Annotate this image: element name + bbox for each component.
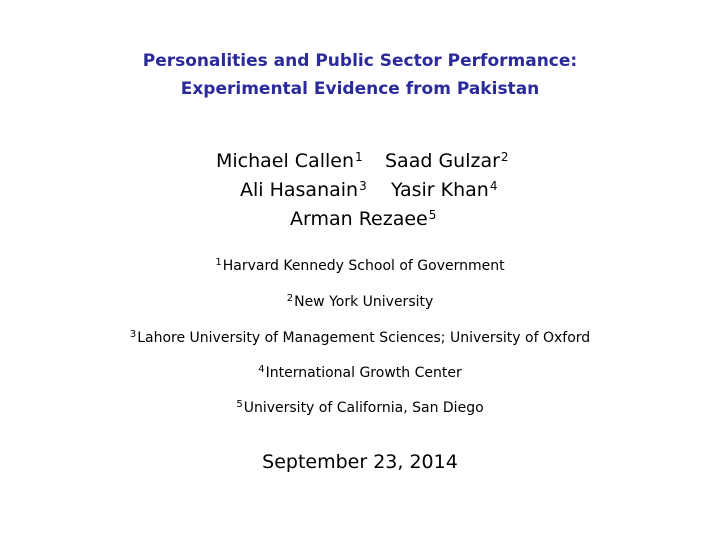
title-line-1: Personalities and Public Sector Performance: bbox=[142, 51, 578, 71]
affiliation-mark: 3 bbox=[129, 329, 137, 340]
affiliation-text: New York University bbox=[294, 294, 434, 310]
affiliation-mark: 5 bbox=[236, 399, 243, 410]
author-rezaee bbox=[290, 205, 436, 233]
title-line-2: Experimental Evidence from Pakistan bbox=[180, 79, 540, 99]
affiliation-3 bbox=[0, 329, 720, 347]
author-hasanain bbox=[240, 176, 367, 204]
author-callen bbox=[216, 147, 363, 175]
author-mark: 4 bbox=[489, 179, 498, 193]
author-mark: 3 bbox=[359, 179, 367, 193]
author-name: Ali Hasanain bbox=[240, 179, 359, 201]
author-name: Yasir Khan bbox=[391, 179, 489, 201]
author-mark: 5 bbox=[428, 208, 437, 222]
affiliation-text: Lahore University of Management Sciences; University of Oxford bbox=[137, 330, 591, 346]
author-name: Saad Gulzar bbox=[385, 150, 500, 172]
presentation-title bbox=[0, 47, 720, 103]
author-name: Michael Callen bbox=[216, 150, 355, 172]
affiliation-mark: 2 bbox=[286, 293, 294, 304]
affiliation-text: University of California, San Diego bbox=[243, 400, 484, 416]
affiliation-mark: 1 bbox=[215, 257, 222, 268]
affiliation-5 bbox=[0, 399, 720, 417]
affiliation-text: Harvard Kennedy School of Government bbox=[222, 258, 505, 274]
affiliation-4 bbox=[0, 364, 720, 382]
author-mark: 1 bbox=[355, 150, 363, 164]
affiliation-text: International Growth Center bbox=[265, 365, 462, 381]
affiliation-2 bbox=[0, 293, 720, 311]
author-name: Arman Rezaee bbox=[290, 208, 428, 230]
affiliation-1 bbox=[0, 257, 720, 275]
author-gulzar bbox=[385, 147, 509, 175]
presentation-date: September 23, 2014 bbox=[262, 451, 458, 473]
author-mark: 2 bbox=[500, 150, 509, 164]
affiliation-mark: 4 bbox=[258, 364, 265, 375]
author-khan bbox=[391, 176, 498, 204]
